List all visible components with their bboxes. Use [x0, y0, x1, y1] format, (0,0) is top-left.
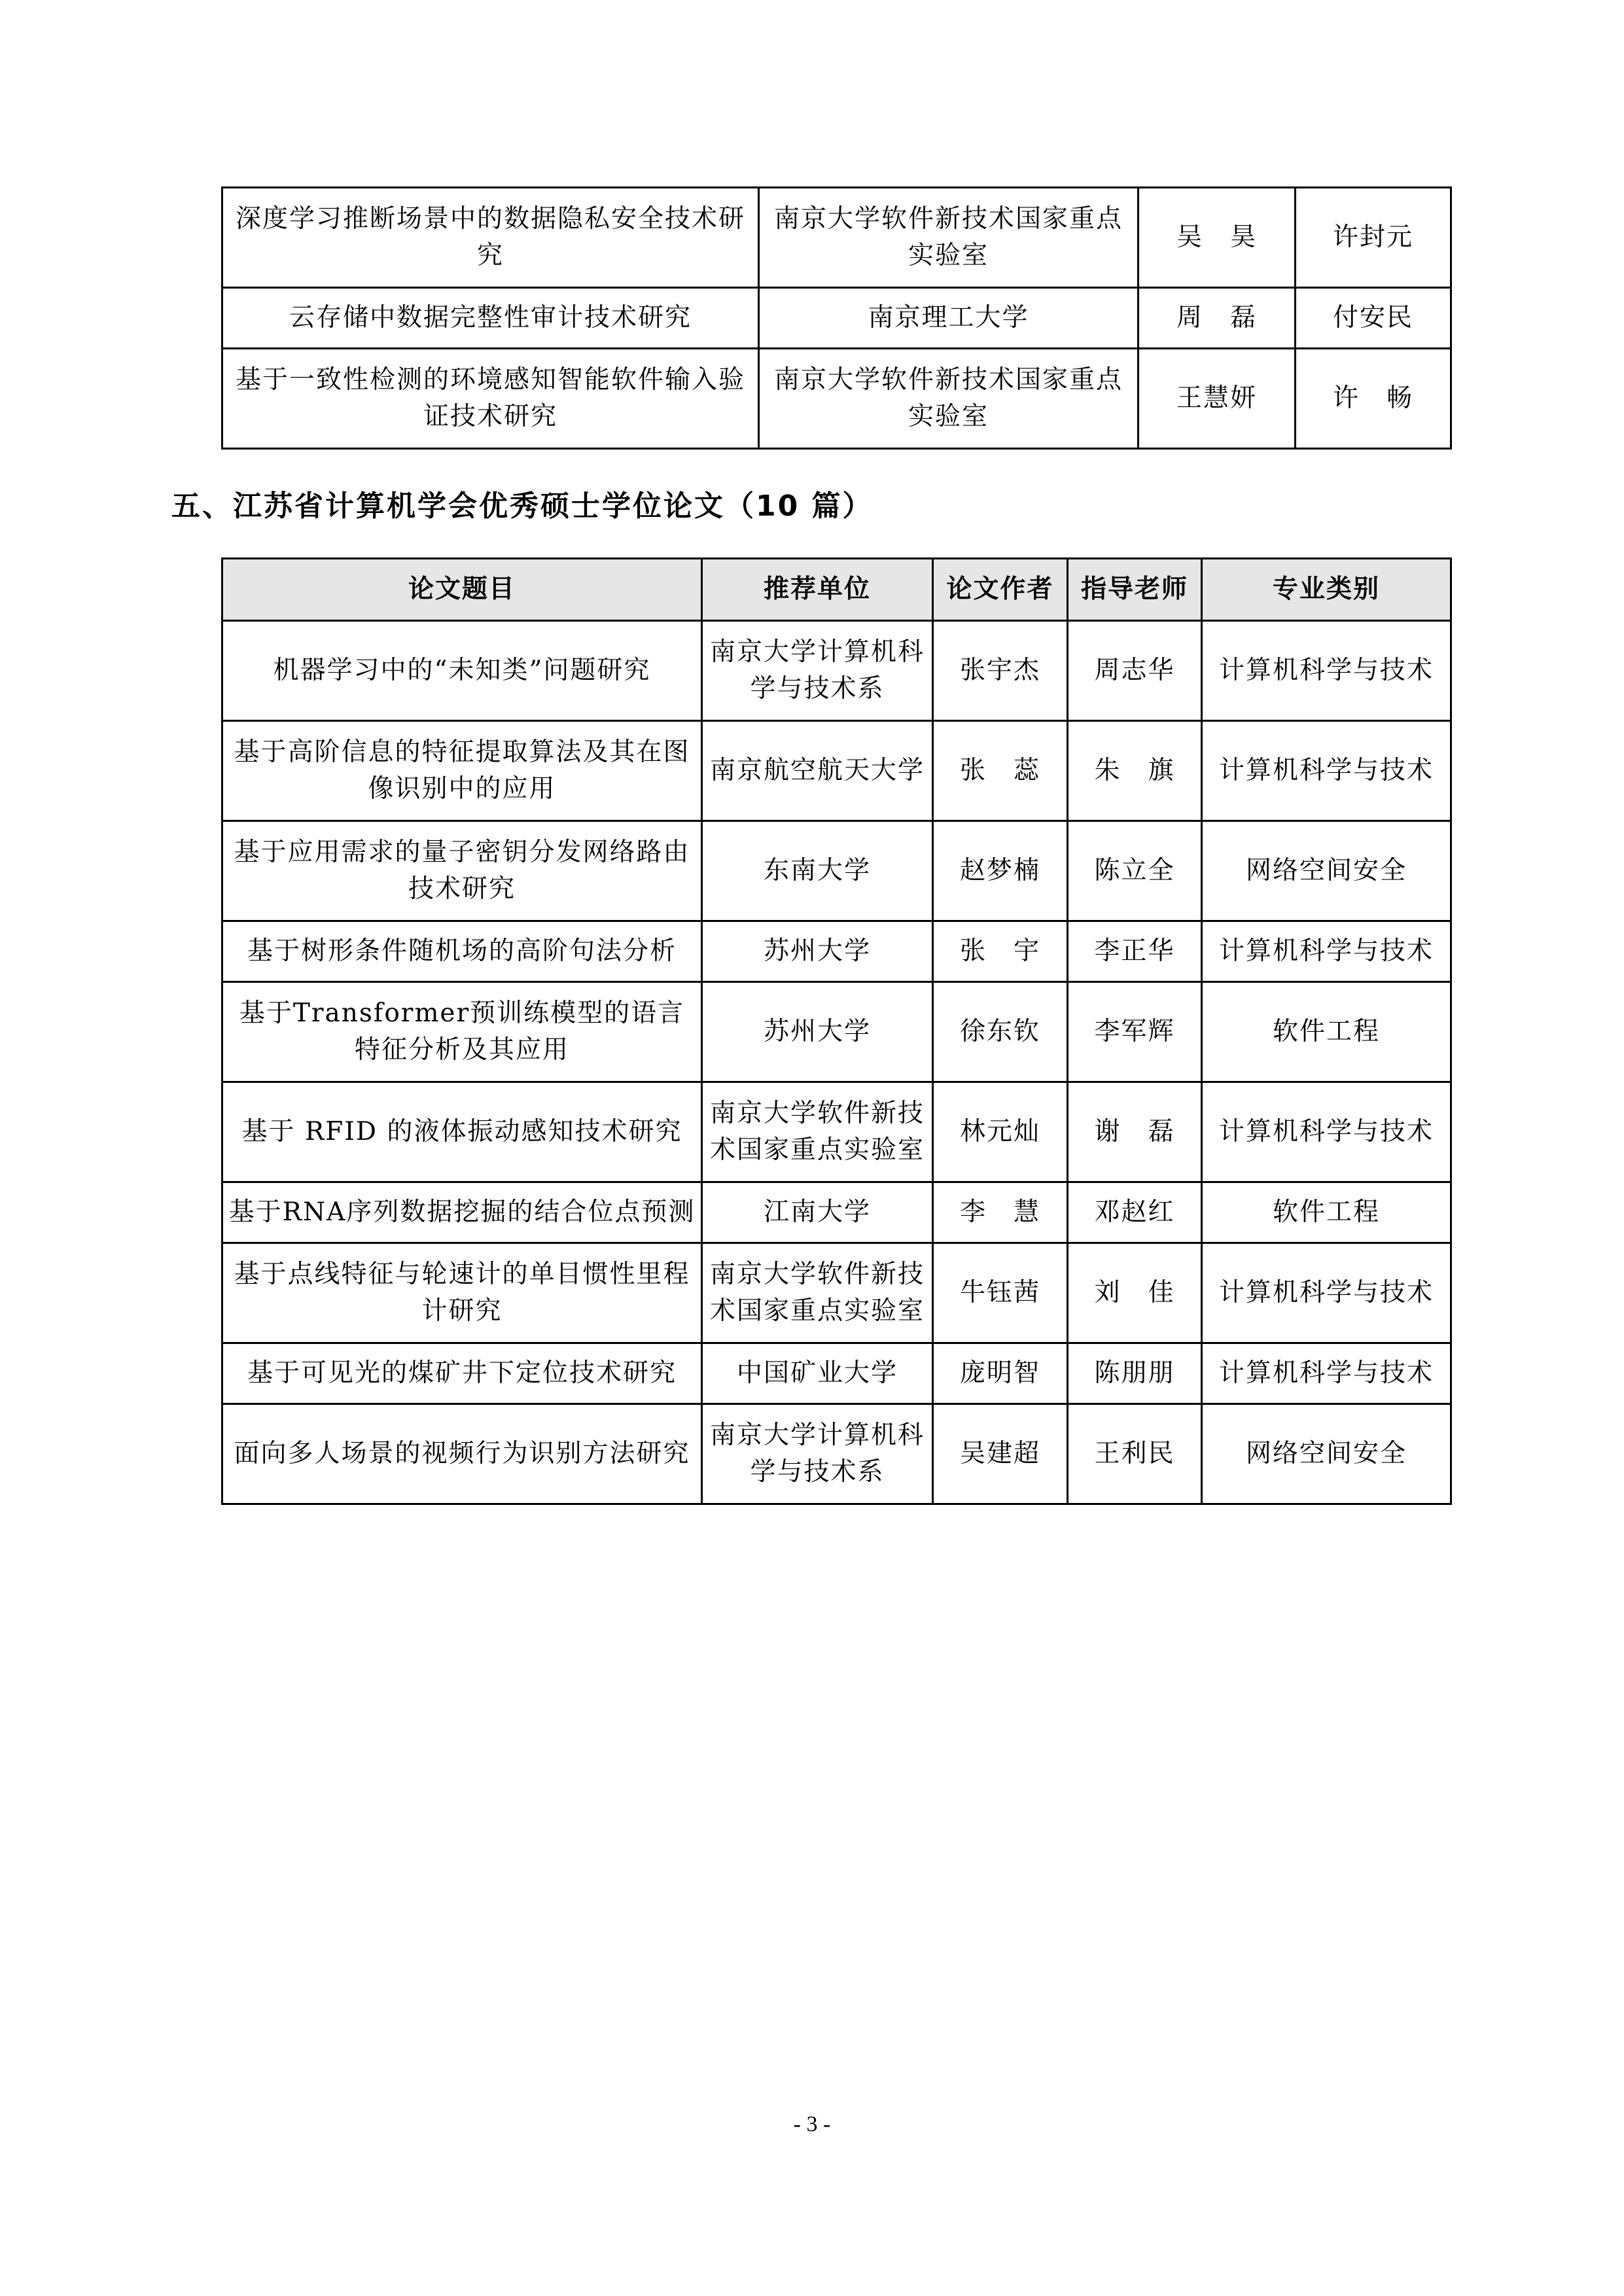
thesis-title-cell: 基于Transformer预训练模型的语言特征分析及其应用 [222, 982, 702, 1082]
recommending-unit-cell: 南京大学计算机科学与技术系 [702, 1404, 933, 1504]
table-row [222, 982, 1451, 1082]
header-author: 论文作者 [933, 559, 1068, 621]
advisor-cell: 周志华 [1068, 621, 1202, 721]
thesis-title-cell: 机器学习中的“未知类”问题研究 [222, 621, 702, 721]
author-cell: 徐东钦 [933, 982, 1068, 1082]
author-cell: 吴建超 [933, 1404, 1068, 1504]
major-cell: 软件工程 [1202, 982, 1451, 1082]
recommending-unit-cell: 南京大学软件新技术国家重点实验室 [759, 349, 1139, 449]
header-advisor: 指导老师 [1068, 559, 1202, 621]
advisor-cell: 王利民 [1068, 1404, 1202, 1504]
table-row [222, 1082, 1451, 1182]
major-cell: 网络空间安全 [1202, 821, 1451, 921]
header-recommending-unit: 推荐单位 [702, 559, 933, 621]
advisor-cell: 许 畅 [1296, 349, 1451, 449]
thesis-title-cell: 基于可见光的煤矿井下定位技术研究 [222, 1343, 702, 1404]
thesis-title-cell: 基于应用需求的量子密钥分发网络路由技术研究 [222, 821, 702, 921]
table-row [222, 188, 1451, 288]
table-row [222, 288, 1451, 349]
table-row [222, 1182, 1451, 1243]
advisor-cell: 刘 佳 [1068, 1243, 1202, 1343]
thesis-title-cell: 面向多人场景的视频行为识别方法研究 [222, 1404, 702, 1504]
table-row [222, 1243, 1451, 1343]
author-cell: 王慧妍 [1139, 349, 1296, 449]
thesis-title-cell: 基于 RFID 的液体振动感知技术研究 [222, 1082, 702, 1182]
thesis-title-cell: 基于高阶信息的特征提取算法及其在图像识别中的应用 [222, 721, 702, 821]
major-cell: 软件工程 [1202, 1182, 1451, 1243]
author-cell: 吴 昊 [1139, 188, 1296, 288]
author-cell: 牛钰茜 [933, 1243, 1068, 1343]
thesis-title-cell: 深度学习推断场景中的数据隐私安全技术研究 [222, 188, 759, 288]
author-cell: 赵梦楠 [933, 821, 1068, 921]
advisor-cell: 陈立全 [1068, 821, 1202, 921]
recommending-unit-cell: 南京理工大学 [759, 288, 1139, 349]
recommending-unit-cell: 苏州大学 [702, 982, 933, 1082]
thesis-title-cell: 基于RNA序列数据挖掘的结合位点预测 [222, 1182, 702, 1243]
table-row [222, 349, 1451, 449]
table-row [222, 721, 1451, 821]
major-cell: 计算机科学与技术 [1202, 721, 1451, 821]
advisor-cell: 付安民 [1296, 288, 1451, 349]
major-cell: 计算机科学与技术 [1202, 621, 1451, 721]
author-cell: 李 慧 [933, 1182, 1068, 1243]
recommending-unit-cell: 江南大学 [702, 1182, 933, 1243]
advisor-cell: 朱 旗 [1068, 721, 1202, 821]
advisor-cell: 邓赵红 [1068, 1182, 1202, 1243]
thesis-title-cell: 云存储中数据完整性审计技术研究 [222, 288, 759, 349]
major-cell: 计算机科学与技术 [1202, 1343, 1451, 1404]
thesis-title-cell: 基于树形条件随机场的高阶句法分析 [222, 921, 702, 982]
thesis-title-cell: 基于一致性检测的环境感知智能软件输入验证技术研究 [222, 349, 759, 449]
recommending-unit-cell: 南京大学软件新技术国家重点实验室 [702, 1243, 933, 1343]
previous-table-continuation [221, 186, 1452, 450]
advisor-cell: 李军辉 [1068, 982, 1202, 1082]
table-row [222, 1404, 1451, 1504]
author-cell: 林元灿 [933, 1082, 1068, 1182]
table-row [222, 821, 1451, 921]
major-cell: 计算机科学与技术 [1202, 1243, 1451, 1343]
header-major: 专业类别 [1202, 559, 1451, 621]
recommending-unit-cell: 南京大学计算机科学与技术系 [702, 621, 933, 721]
author-cell: 周 磊 [1139, 288, 1296, 349]
advisor-cell: 许封元 [1296, 188, 1451, 288]
thesis-title-cell: 基于点线特征与轮速计的单目惯性里程计研究 [222, 1243, 702, 1343]
table-row [222, 621, 1451, 721]
table-header-row [222, 559, 1451, 621]
major-cell: 计算机科学与技术 [1202, 1082, 1451, 1182]
recommending-unit-cell: 南京大学软件新技术国家重点实验室 [702, 1082, 933, 1182]
recommending-unit-cell: 南京大学软件新技术国家重点实验室 [759, 188, 1139, 288]
page-number: - 3 - [793, 2112, 831, 2136]
recommending-unit-cell: 南京航空航天大学 [702, 721, 933, 821]
table-row [222, 1343, 1451, 1404]
author-cell: 张 蕊 [933, 721, 1068, 821]
section-heading: 五、江苏省计算机学会优秀硕士学位论文（10 篇） [171, 489, 874, 523]
master-thesis-table [221, 557, 1452, 1505]
major-cell: 计算机科学与技术 [1202, 921, 1451, 982]
header-thesis-title: 论文题目 [222, 559, 702, 621]
advisor-cell: 李正华 [1068, 921, 1202, 982]
advisor-cell: 谢 磊 [1068, 1082, 1202, 1182]
major-cell: 网络空间安全 [1202, 1404, 1451, 1504]
recommending-unit-cell: 苏州大学 [702, 921, 933, 982]
author-cell: 张宇杰 [933, 621, 1068, 721]
author-cell: 庞明智 [933, 1343, 1068, 1404]
table-row [222, 921, 1451, 982]
recommending-unit-cell: 东南大学 [702, 821, 933, 921]
recommending-unit-cell: 中国矿业大学 [702, 1343, 933, 1404]
author-cell: 张 宇 [933, 921, 1068, 982]
advisor-cell: 陈朋朋 [1068, 1343, 1202, 1404]
